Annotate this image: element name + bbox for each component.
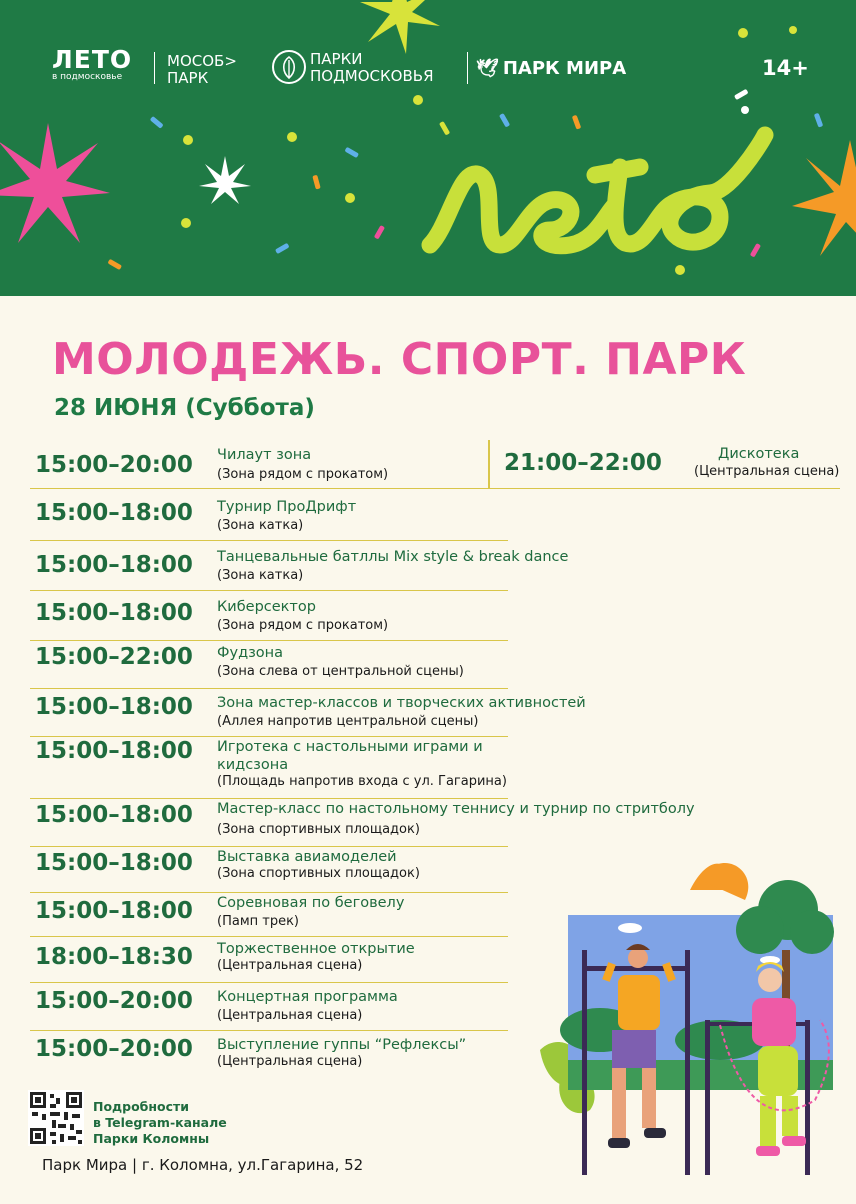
leto-logo-subtext: в подмосковье: [52, 72, 123, 82]
event-time: 15:00–20:00: [35, 988, 193, 1014]
event-place: (Центральная сцена): [217, 1054, 363, 1069]
event-name: Выставка авиамоделей: [217, 849, 397, 865]
event-place: (Зона спортивных площадок): [217, 866, 420, 881]
event-name: Дискотека: [718, 446, 800, 462]
event-date: 28 ИЮНЯ (Суббота): [54, 395, 315, 421]
event-place: (Площадь напротив входа с ул. Гагарина): [217, 774, 507, 789]
leto-logo: [52, 45, 133, 83]
event-name: Зона мастер-классов и творческих активностей: [217, 695, 586, 711]
mosobpark-logo-line1: МОСОБ>: [167, 52, 237, 70]
info-line: Парки Коломны: [93, 1131, 210, 1146]
event-name: Фудзона: [217, 645, 284, 661]
event-place: (Центральная сцена): [694, 464, 840, 479]
park-mira-logo: [476, 58, 626, 79]
schedule-row: [30, 1030, 508, 1076]
event-name: Выступление гуппы “Рефлексы”: [217, 1037, 467, 1053]
event-name: Торжественное открытие: [217, 941, 415, 957]
event-time: 15:00–18:00: [35, 694, 193, 720]
schedule-row: [30, 590, 508, 641]
schedule-row: [30, 640, 508, 689]
parki-logo-line2: ПОДМОСКОВЬЯ: [310, 67, 434, 85]
event-time: 15:00–18:00: [35, 500, 193, 526]
event-place: (Зона катка): [217, 518, 304, 533]
event-name: Мастер-класс по настольному теннису и турнир по стритболу: [217, 801, 695, 817]
event-time: 15:00–20:00: [35, 452, 193, 478]
header-banner: [0, 0, 856, 296]
event-name: Турнир ПроДрифт: [217, 499, 357, 515]
qr-code[interactable]: [28, 1090, 84, 1146]
event-time: 15:00–18:00: [35, 738, 193, 764]
park-mira-logo-text: ПАРК МИРА: [502, 58, 627, 79]
schedule-row: [30, 846, 508, 893]
event-place: (Зона рядом с прокатом): [217, 467, 389, 482]
event-name: Игротека с настольными играми и кидсзона: [217, 739, 483, 773]
event-time: 18:00–18:30: [35, 944, 193, 970]
age-rating: 14+: [762, 56, 809, 80]
event-place: (Зона катка): [217, 568, 304, 583]
telegram-info: [93, 1099, 227, 1147]
info-line: Подробности: [93, 1099, 190, 1114]
event-name: Чилаут зона: [217, 447, 312, 463]
dove-icon: 🕊: [476, 58, 499, 79]
schedule-row: [30, 936, 508, 983]
event-time: 15:00–18:00: [35, 802, 193, 828]
info-line: в Telegram-канале: [93, 1115, 227, 1130]
logo-divider: [467, 52, 468, 84]
event-name: Соревновая по беговелу: [217, 895, 405, 911]
parki-logo-line1: ПАРКИ: [310, 50, 363, 68]
event-name: Киберсектор: [217, 599, 316, 615]
logo-divider: [154, 52, 155, 84]
event-place: (Аллея напротив центральной сцены): [217, 714, 479, 729]
event-place: (Зона рядом с прокатом): [217, 618, 389, 633]
schedule-row: [30, 798, 695, 847]
event-place: (Центральная сцена): [217, 1008, 363, 1023]
event-time: 15:00–20:00: [35, 1036, 193, 1062]
event-time: 15:00–22:00: [35, 644, 193, 670]
event-name: Концертная программа: [217, 989, 398, 1005]
park-address: Парк Мира | г. Коломна, ул.Гагарина, 52: [42, 1156, 364, 1174]
event-time: 15:00–18:00: [35, 600, 193, 626]
event-time: 15:00–18:00: [35, 552, 193, 578]
schedule-row: [30, 688, 586, 737]
schedule-row: [30, 736, 508, 799]
leto-script-lettering: [420, 105, 790, 269]
event-place: (Центральная сцена): [217, 958, 363, 973]
event-place: (Зона слева от центральной сцены): [217, 664, 464, 679]
schedule-row: [30, 982, 508, 1031]
event-time: 15:00–18:00: [35, 898, 193, 924]
schedule-row: [30, 488, 508, 541]
mosobpark-logo-line2: ПАРК: [167, 69, 209, 87]
schedule-row: [30, 892, 508, 937]
event-time: 21:00–22:00: [504, 450, 662, 476]
leaf-icon: [272, 50, 306, 84]
event-place: (Зона спортивных площадок): [217, 822, 420, 837]
event-time: 15:00–18:00: [35, 850, 193, 876]
page-title: МОЛОДЕЖЬ. СПОРТ. ПАРК: [52, 334, 747, 385]
workout-illustration: [520, 850, 856, 1200]
event-name: Танцевальные батллы Mix style & break dance: [217, 549, 569, 565]
schedule-row: [30, 540, 569, 591]
schedule-row: [30, 440, 490, 489]
event-place: (Памп трек): [217, 914, 299, 929]
leto-logo-text: ЛЕТО: [52, 45, 133, 74]
mosobpark-logo: [167, 53, 237, 87]
